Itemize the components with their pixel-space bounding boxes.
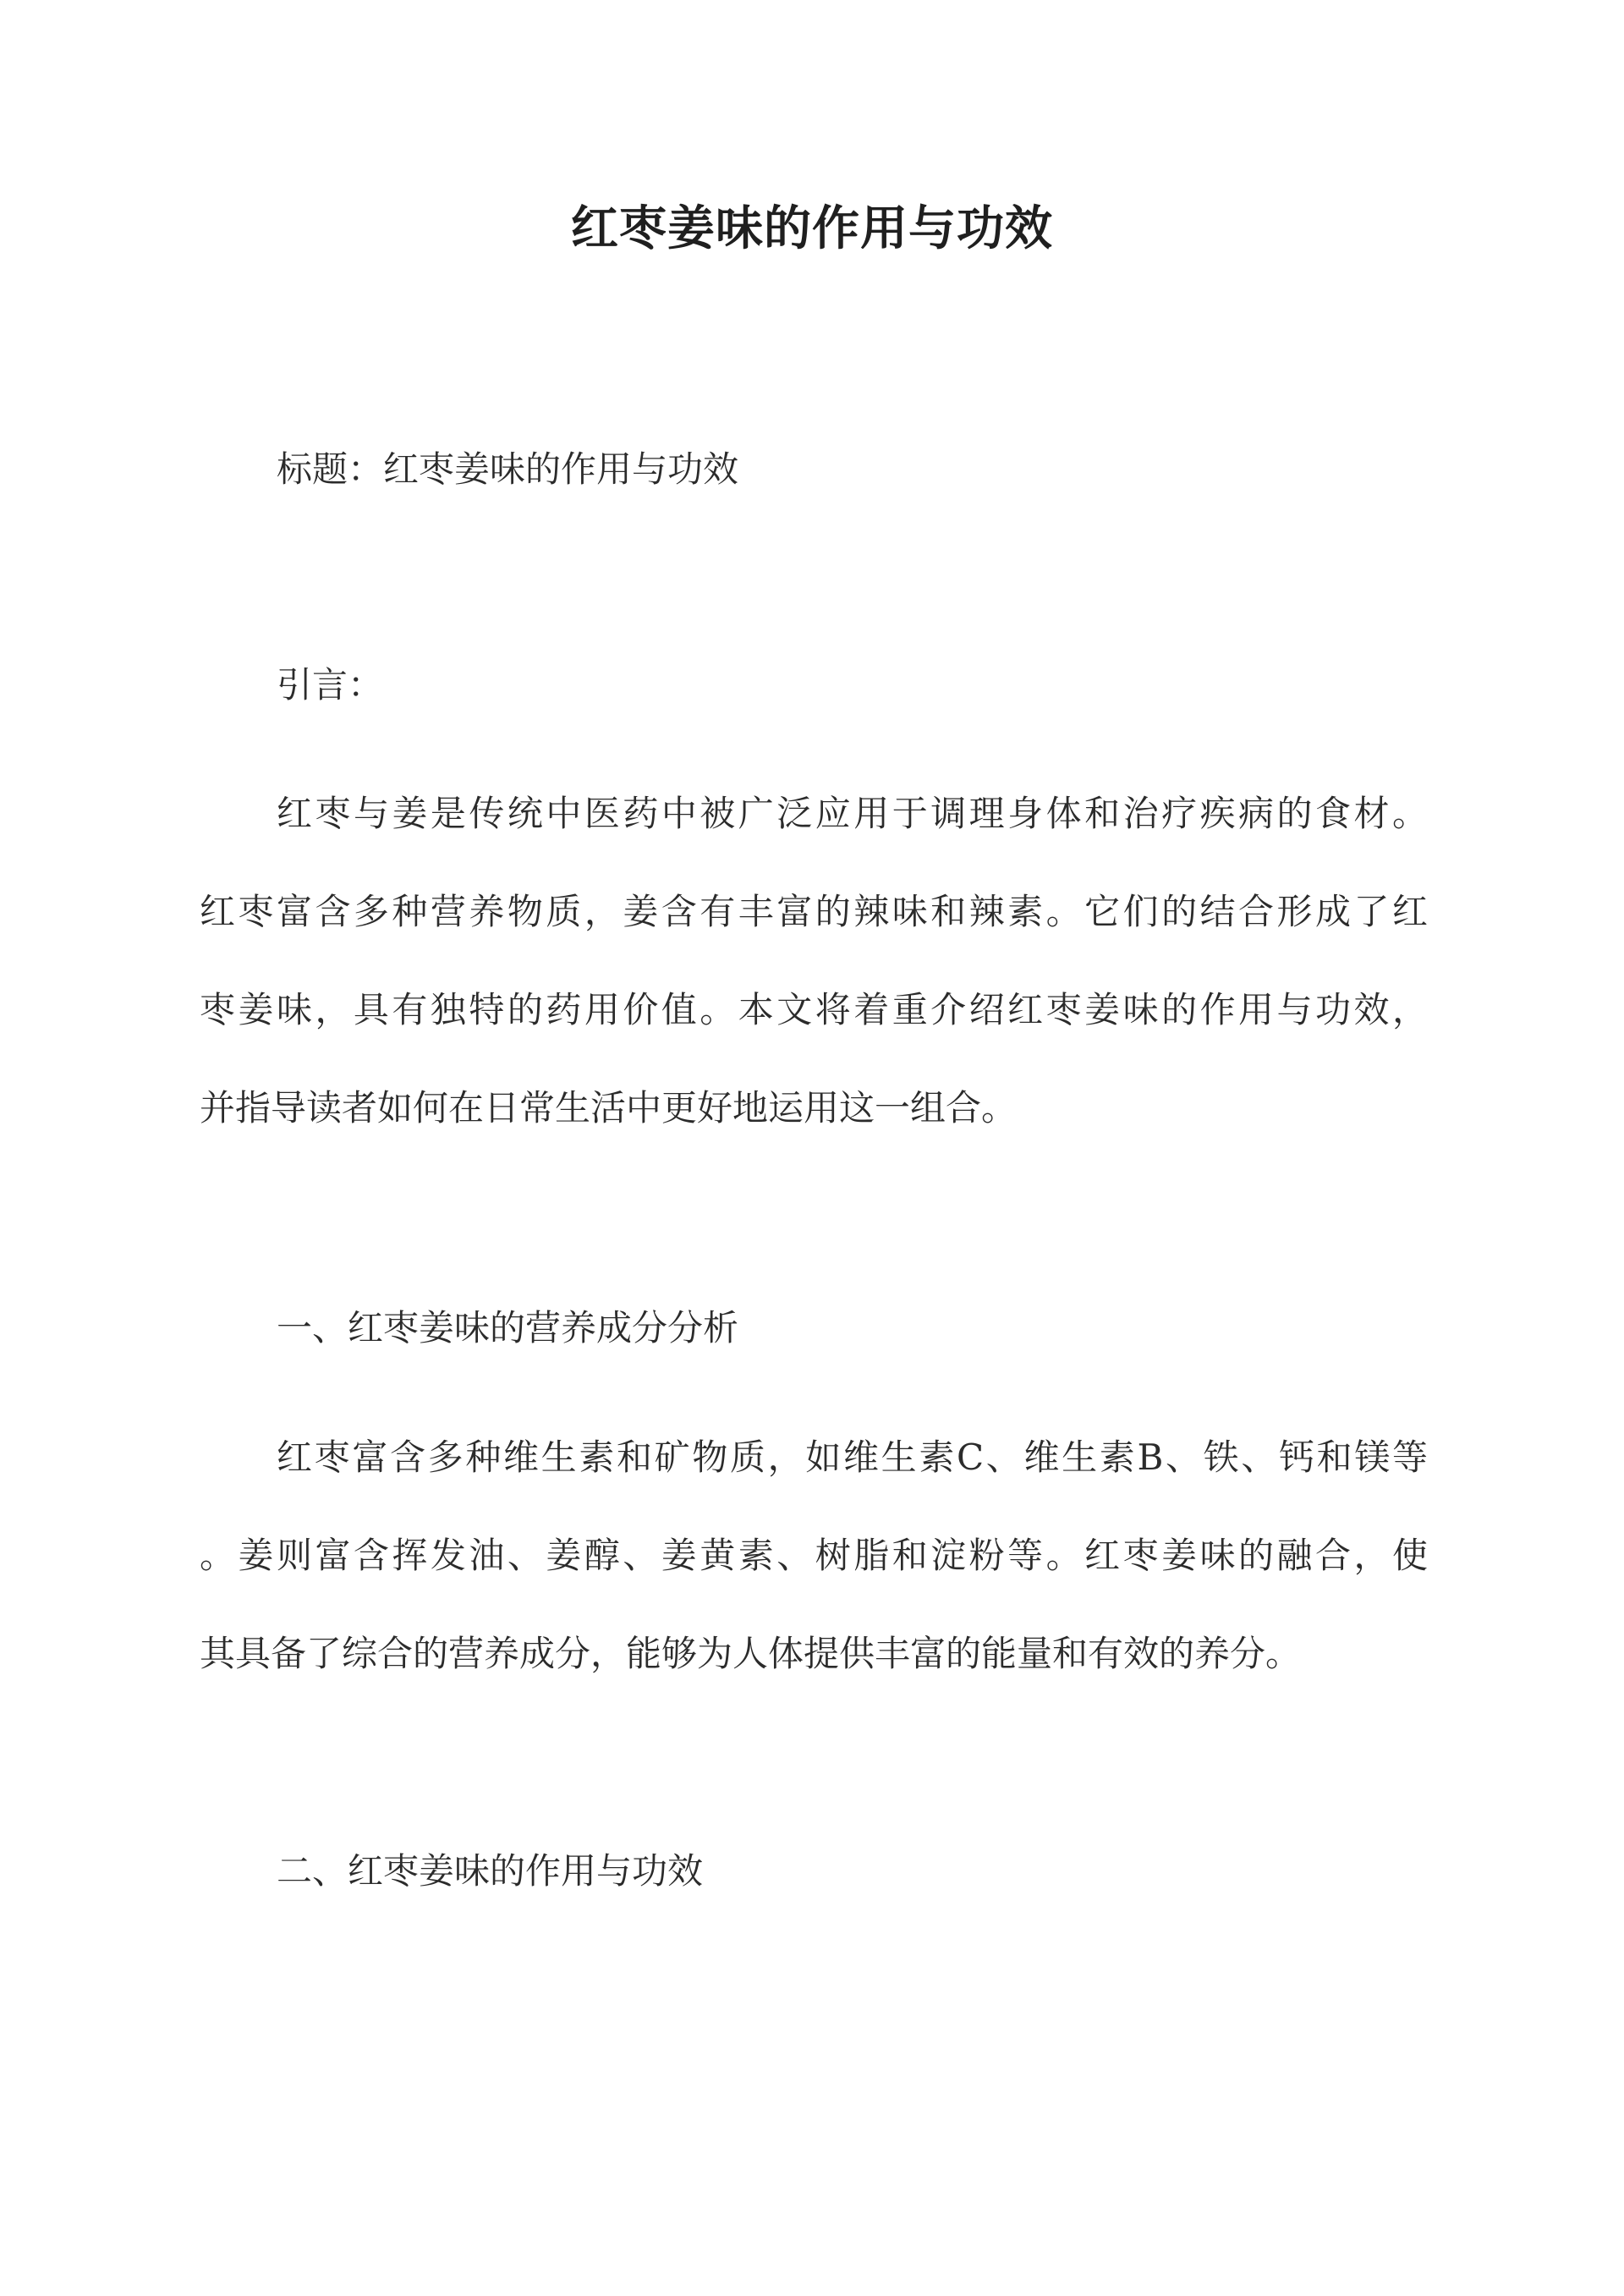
section-1-line-3: 其具备了综合的营养成分，能够为人体提供丰富的能量和有效的养分。 <box>200 1633 1302 1674</box>
section-1-heading: 一、红枣姜味的营养成分分析 <box>277 1307 739 1348</box>
intro-line-3: 枣姜味，具有独特的药用价值。本文将着重介绍红枣姜味的作用与功效， <box>200 989 1428 1030</box>
intro-line-4: 并指导读者如何在日常生活中更好地运用这一组合。 <box>200 1087 1018 1129</box>
subject-line: 标题：红枣姜味的作用与功效 <box>277 448 739 490</box>
page-title: 红枣姜味的作用与功效 <box>571 200 1053 256</box>
section-2-heading: 二、红枣姜味的作用与功效 <box>277 1850 704 1892</box>
intro-line-1: 红枣与姜是传统中医药中被广泛应用于调理身体和治疗疾病的食材。 <box>277 793 1428 834</box>
intro-line-2: 红枣富含多种营养物质，姜含有丰富的辣味和辣素。它们的结合形成了红 <box>200 891 1428 932</box>
intro-heading: 引言： <box>277 664 384 706</box>
section-1-line-2: 。姜则富含挥发油、姜醇、姜黄素、树脂和淀粉等。红枣姜味的融合，使 <box>200 1535 1428 1576</box>
section-1-line-1: 红枣富含多种维生素和矿物质，如维生素C、维生素B、铁、钙和镁等 <box>277 1436 1428 1478</box>
